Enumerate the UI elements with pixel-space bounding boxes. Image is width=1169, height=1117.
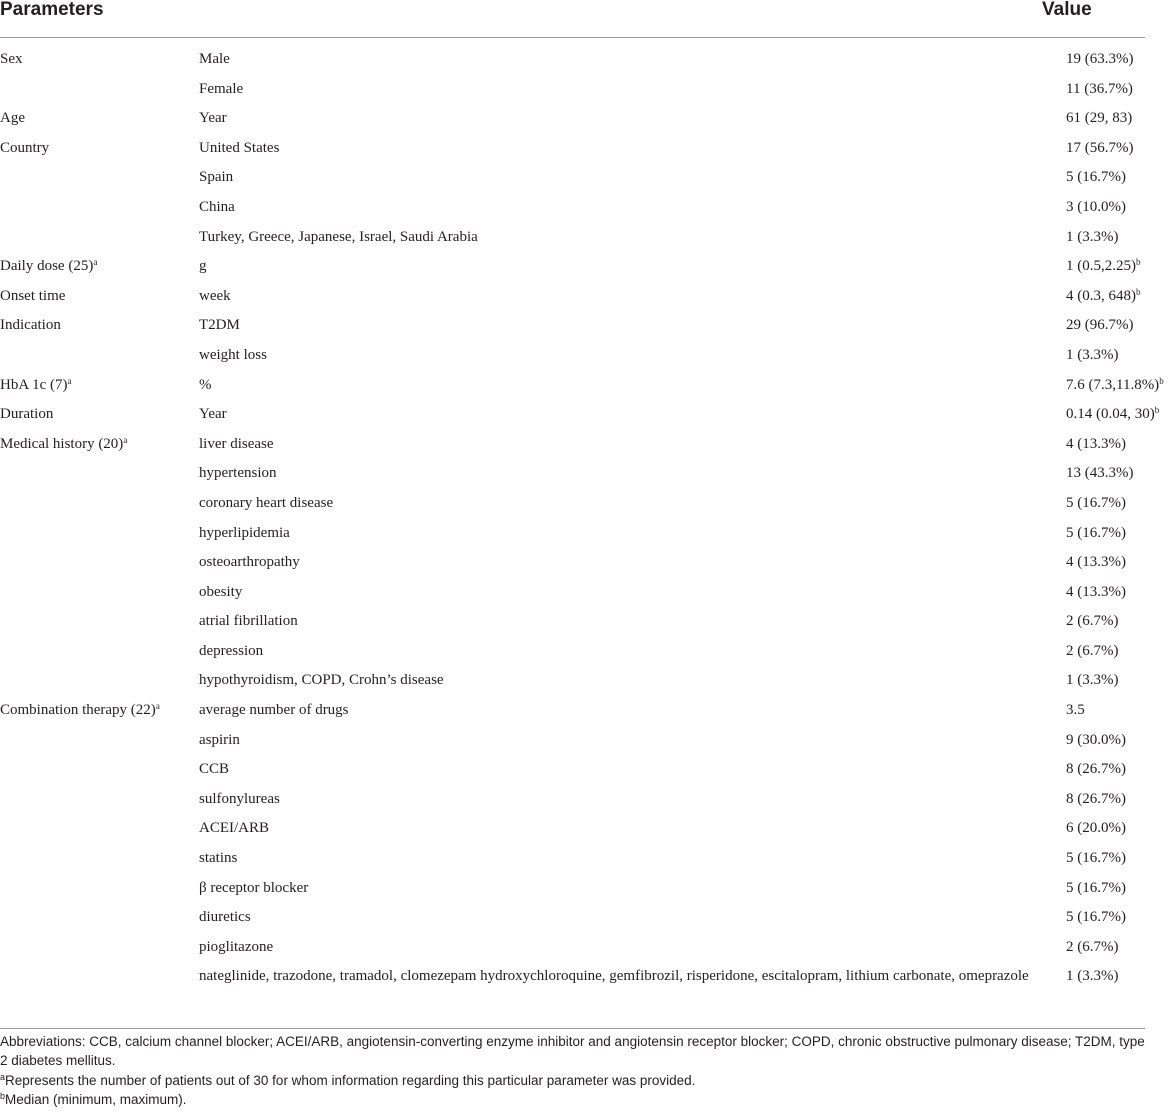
table-row xyxy=(0,108,1169,138)
item-cell xyxy=(199,375,1066,405)
table-row xyxy=(0,700,1169,730)
parameter-cell xyxy=(0,907,199,937)
table-row xyxy=(0,937,1169,967)
parameter-cell-text: Onset time xyxy=(0,287,66,304)
parameter-cell-footnote-mark: a xyxy=(123,434,128,445)
value-cell-text: 6 (20.0%) xyxy=(1066,820,1126,837)
parameter-cell-text: Medical history (20) xyxy=(0,435,124,452)
value-cell-footnote-mark: b xyxy=(1154,405,1160,416)
table-row xyxy=(0,286,1169,316)
parameter-cell-text: Country xyxy=(0,139,50,156)
parameter-cell xyxy=(0,404,199,434)
value-cell-footnote-mark: b xyxy=(1136,286,1141,297)
table-row xyxy=(0,138,1169,168)
item-cell xyxy=(199,759,1066,789)
footnote-a xyxy=(0,1071,1145,1090)
item-cell xyxy=(199,789,1066,819)
parameter-cell xyxy=(0,789,199,819)
item-cell xyxy=(199,286,1066,316)
table-row xyxy=(0,552,1169,582)
item-cell-text: Year xyxy=(199,406,227,423)
value-cell-text: 4 (13.3%) xyxy=(1066,554,1126,571)
value-cell-text: 5 (16.7%) xyxy=(1066,850,1126,867)
table-row xyxy=(0,759,1169,789)
item-cell xyxy=(199,138,1066,168)
table-row xyxy=(0,907,1169,937)
item-cell xyxy=(199,730,1066,760)
parameter-cell xyxy=(0,49,199,79)
item-cell-text: osteoarthropathy xyxy=(199,554,300,571)
table-row xyxy=(0,404,1169,434)
value-cell-text: 2 (6.7%) xyxy=(1066,938,1119,955)
value-cell xyxy=(1066,582,1169,612)
value-cell-footnote-mark: b xyxy=(1136,257,1141,268)
value-cell-text: 3.5 xyxy=(1066,702,1085,719)
parameter-cell xyxy=(0,641,199,671)
item-cell-text: hyperlipidemia xyxy=(199,524,290,541)
value-cell xyxy=(1066,434,1169,464)
table-row xyxy=(0,730,1169,760)
value-cell xyxy=(1066,227,1169,257)
parameter-cell xyxy=(0,700,199,730)
parameter-cell xyxy=(0,730,199,760)
parameter-cell xyxy=(0,611,199,641)
parameter-cell xyxy=(0,759,199,789)
item-cell-text: liver disease xyxy=(199,435,274,452)
value-cell xyxy=(1066,108,1169,138)
table-row xyxy=(0,49,1169,79)
parameter-cell xyxy=(0,670,199,700)
parameter-cell xyxy=(0,286,199,316)
value-cell xyxy=(1066,49,1169,79)
table-row xyxy=(0,434,1169,464)
value-cell-text: 7.6 (7.3,11.8%) xyxy=(1066,376,1160,393)
item-cell xyxy=(199,670,1066,700)
table-row xyxy=(0,611,1169,641)
table-row xyxy=(0,167,1169,197)
value-cell-footnote-mark: b xyxy=(1159,375,1164,386)
table-row xyxy=(0,582,1169,612)
header-value: Value xyxy=(1042,0,1092,20)
item-cell-text: T2DM xyxy=(199,317,240,334)
parameter-cell-text: HbA 1c (7) xyxy=(0,376,68,393)
item-cell-text: sulfonylureas xyxy=(199,790,280,807)
table-row xyxy=(0,523,1169,553)
footnote-a-text: Represents the number of patients out of 30 for whom information regarding this particular parameter was provided. xyxy=(5,1072,696,1088)
value-cell-text: 5 (16.7%) xyxy=(1066,909,1126,926)
table-row xyxy=(0,345,1169,375)
value-cell-text: 29 (96.7%) xyxy=(1066,317,1134,334)
value-cell xyxy=(1066,315,1169,345)
table-row xyxy=(0,878,1169,908)
value-cell-text: 11 (36.7%) xyxy=(1066,80,1133,97)
value-cell-text: 4 (13.3%) xyxy=(1066,435,1126,452)
parameters-table xyxy=(0,49,1169,1010)
item-cell xyxy=(199,700,1066,730)
item-cell-text: diuretics xyxy=(199,909,251,926)
header-parameters: Parameters xyxy=(0,0,104,20)
value-cell xyxy=(1066,463,1169,493)
value-cell-text: 1 (0.5,2.25) xyxy=(1066,258,1136,275)
parameter-cell xyxy=(0,937,199,967)
item-cell-text: China xyxy=(199,198,235,215)
value-cell xyxy=(1066,523,1169,553)
item-cell-text: coronary heart disease xyxy=(199,494,334,511)
value-cell xyxy=(1066,670,1169,700)
item-cell-text: Male xyxy=(199,51,230,67)
parameter-cell xyxy=(0,345,199,375)
value-cell xyxy=(1066,552,1169,582)
parameter-cell xyxy=(0,552,199,582)
value-cell xyxy=(1066,256,1169,286)
table-body xyxy=(0,49,1169,1010)
item-cell xyxy=(199,611,1066,641)
value-cell xyxy=(1066,937,1169,967)
value-cell-text: 1 (3.3%) xyxy=(1066,672,1119,689)
table-row xyxy=(0,789,1169,819)
parameter-cell xyxy=(0,227,199,257)
parameter-cell-text: Daily dose (25) xyxy=(0,258,94,275)
parameter-cell xyxy=(0,138,199,168)
value-cell xyxy=(1066,138,1169,168)
item-cell-text: CCB xyxy=(199,761,230,778)
parameter-cell xyxy=(0,79,199,109)
item-cell-text: atrial fibrillation xyxy=(199,613,298,630)
value-cell-text: 19 (63.3%) xyxy=(1066,51,1134,67)
footnote-b-text: Median (minimum, maximum). xyxy=(5,1092,187,1108)
value-cell-text: 13 (43.3%) xyxy=(1066,465,1134,482)
footnote-b-mark: b xyxy=(0,1091,6,1102)
item-cell xyxy=(199,227,1066,257)
parameter-cell xyxy=(0,818,199,848)
value-cell xyxy=(1066,641,1169,671)
value-cell-text: 0.14 (0.04, 30) xyxy=(1066,406,1155,423)
item-cell-text: aspirin xyxy=(199,731,240,748)
item-cell xyxy=(199,493,1066,523)
parameter-cell-text: Age xyxy=(0,110,25,127)
value-cell-text: 4 (13.3%) xyxy=(1066,583,1126,600)
item-cell xyxy=(199,79,1066,109)
table-row xyxy=(0,641,1169,671)
value-cell xyxy=(1066,966,1169,1010)
parameter-cell xyxy=(0,463,199,493)
value-cell-text: 8 (26.7%) xyxy=(1066,790,1126,807)
item-cell xyxy=(199,49,1066,79)
item-cell xyxy=(199,907,1066,937)
item-cell xyxy=(199,197,1066,227)
parameter-cell xyxy=(0,108,199,138)
value-cell xyxy=(1066,878,1169,908)
item-cell-text: nateglinide, trazodone, tramadol, clomezepam hydroxychloroquine, gemfibrozil, risperidone, escitalopram, lithium carbonate, omeprazole xyxy=(199,968,1029,985)
value-cell-text: 2 (6.7%) xyxy=(1066,642,1119,659)
parameter-cell xyxy=(0,197,199,227)
value-cell xyxy=(1066,167,1169,197)
item-cell-text: weight loss xyxy=(199,346,267,363)
abbreviations-note: Abbreviations: CCB, calcium channel blocker; ACEI/ARB, angiotensin-converting enzyme inhibitor and angiotensin receptor blocker; COPD, chronic obstructive pulmonary disease; T2DM, type 2 diabetes mellitus. xyxy=(0,1034,1145,1069)
value-cell xyxy=(1066,730,1169,760)
parameter-cell-footnote-mark: a xyxy=(93,257,98,268)
item-cell-text: statins xyxy=(199,850,238,867)
table-header xyxy=(0,0,1145,38)
item-cell xyxy=(199,523,1066,553)
item-cell xyxy=(199,818,1066,848)
value-cell-text: 9 (30.0%) xyxy=(1066,731,1126,748)
item-cell xyxy=(199,167,1066,197)
item-cell xyxy=(199,108,1066,138)
parameter-cell-text: Combination therapy (22) xyxy=(0,702,156,719)
value-cell-text: 3 (10.0%) xyxy=(1066,198,1126,215)
table-row xyxy=(0,375,1169,405)
table-row xyxy=(0,670,1169,700)
value-cell-text: 17 (56.7%) xyxy=(1066,139,1134,156)
item-cell xyxy=(199,345,1066,375)
parameter-cell-text: Sex xyxy=(0,51,23,67)
value-cell-text: 5 (16.7%) xyxy=(1066,524,1126,541)
parameter-cell xyxy=(0,848,199,878)
item-cell xyxy=(199,434,1066,464)
item-cell-text: Year xyxy=(199,110,227,127)
table-row xyxy=(0,315,1169,345)
value-cell-text: 5 (16.7%) xyxy=(1066,494,1126,511)
table-row xyxy=(0,197,1169,227)
item-cell xyxy=(199,256,1066,286)
table-row xyxy=(0,227,1169,257)
table-footnotes xyxy=(0,1028,1145,1110)
value-cell xyxy=(1066,789,1169,819)
item-cell xyxy=(199,582,1066,612)
value-cell-text: 1 (3.3%) xyxy=(1066,228,1119,245)
parameter-cell-text: Duration xyxy=(0,406,54,423)
value-cell-text: 8 (26.7%) xyxy=(1066,761,1126,778)
table-row xyxy=(0,848,1169,878)
item-cell-text: g xyxy=(199,258,207,275)
value-cell xyxy=(1066,286,1169,316)
footnote-a-mark: a xyxy=(0,1071,6,1082)
item-cell-text: hypothyroidism, COPD, Crohn’s disease xyxy=(199,672,444,689)
item-cell-text: Turkey, Greece, Japanese, Israel, Saudi Arabia xyxy=(199,228,478,245)
item-cell-text: United States xyxy=(199,139,280,156)
item-cell xyxy=(199,315,1066,345)
item-cell-text: β receptor blocker xyxy=(199,879,309,896)
parameter-cell-text: Indication xyxy=(0,317,61,334)
value-cell xyxy=(1066,848,1169,878)
parameter-cell xyxy=(0,315,199,345)
value-cell xyxy=(1066,818,1169,848)
value-cell xyxy=(1066,611,1169,641)
value-cell xyxy=(1066,79,1169,109)
parameter-cell-footnote-mark: a xyxy=(67,375,72,386)
value-cell xyxy=(1066,375,1169,405)
parameter-cell xyxy=(0,375,199,405)
value-cell-text: 61 (29, 83) xyxy=(1066,110,1133,127)
item-cell-text: pioglitazone xyxy=(199,938,274,955)
value-cell xyxy=(1066,345,1169,375)
parameter-cell xyxy=(0,493,199,523)
value-cell-text: 1 (3.3%) xyxy=(1066,346,1119,363)
value-cell xyxy=(1066,404,1169,434)
item-cell-text: depression xyxy=(199,642,264,659)
item-cell-text: week xyxy=(199,287,231,304)
parameter-cell xyxy=(0,878,199,908)
value-cell xyxy=(1066,197,1169,227)
item-cell-text: Female xyxy=(199,80,244,97)
value-cell xyxy=(1066,907,1169,937)
parameter-cell xyxy=(0,523,199,553)
item-cell xyxy=(199,404,1066,434)
parameter-cell-footnote-mark: a xyxy=(155,701,160,712)
value-cell-text: 4 (0.3, 648) xyxy=(1066,287,1136,304)
item-cell-text: ACEI/ARB xyxy=(199,820,270,837)
item-cell xyxy=(199,966,1066,1010)
table-row xyxy=(0,818,1169,848)
table-row xyxy=(0,79,1169,109)
table-row xyxy=(0,256,1169,286)
item-cell xyxy=(199,937,1066,967)
item-cell xyxy=(199,463,1066,493)
item-cell xyxy=(199,641,1066,671)
table-row xyxy=(0,463,1169,493)
item-cell-text: Spain xyxy=(199,169,234,186)
item-cell xyxy=(199,552,1066,582)
parameter-cell xyxy=(0,256,199,286)
table-row xyxy=(0,966,1169,1010)
item-cell-text: % xyxy=(199,376,212,393)
value-cell-text: 5 (16.7%) xyxy=(1066,169,1126,186)
table-row xyxy=(0,493,1169,523)
value-cell xyxy=(1066,493,1169,523)
item-cell xyxy=(199,848,1066,878)
value-cell-text: 2 (6.7%) xyxy=(1066,613,1119,630)
item-cell xyxy=(199,878,1066,908)
value-cell-text: 5 (16.7%) xyxy=(1066,879,1126,896)
item-cell-text: hypertension xyxy=(199,465,277,482)
parameter-cell xyxy=(0,582,199,612)
parameter-cell xyxy=(0,434,199,464)
parameter-cell xyxy=(0,966,199,1010)
parameter-cell xyxy=(0,167,199,197)
value-cell xyxy=(1066,759,1169,789)
item-cell-text: average number of drugs xyxy=(199,702,349,719)
value-cell-text: 1 (3.3%) xyxy=(1066,968,1119,985)
item-cell-text: obesity xyxy=(199,583,243,600)
value-cell xyxy=(1066,700,1169,730)
footnote-b xyxy=(0,1090,1145,1109)
